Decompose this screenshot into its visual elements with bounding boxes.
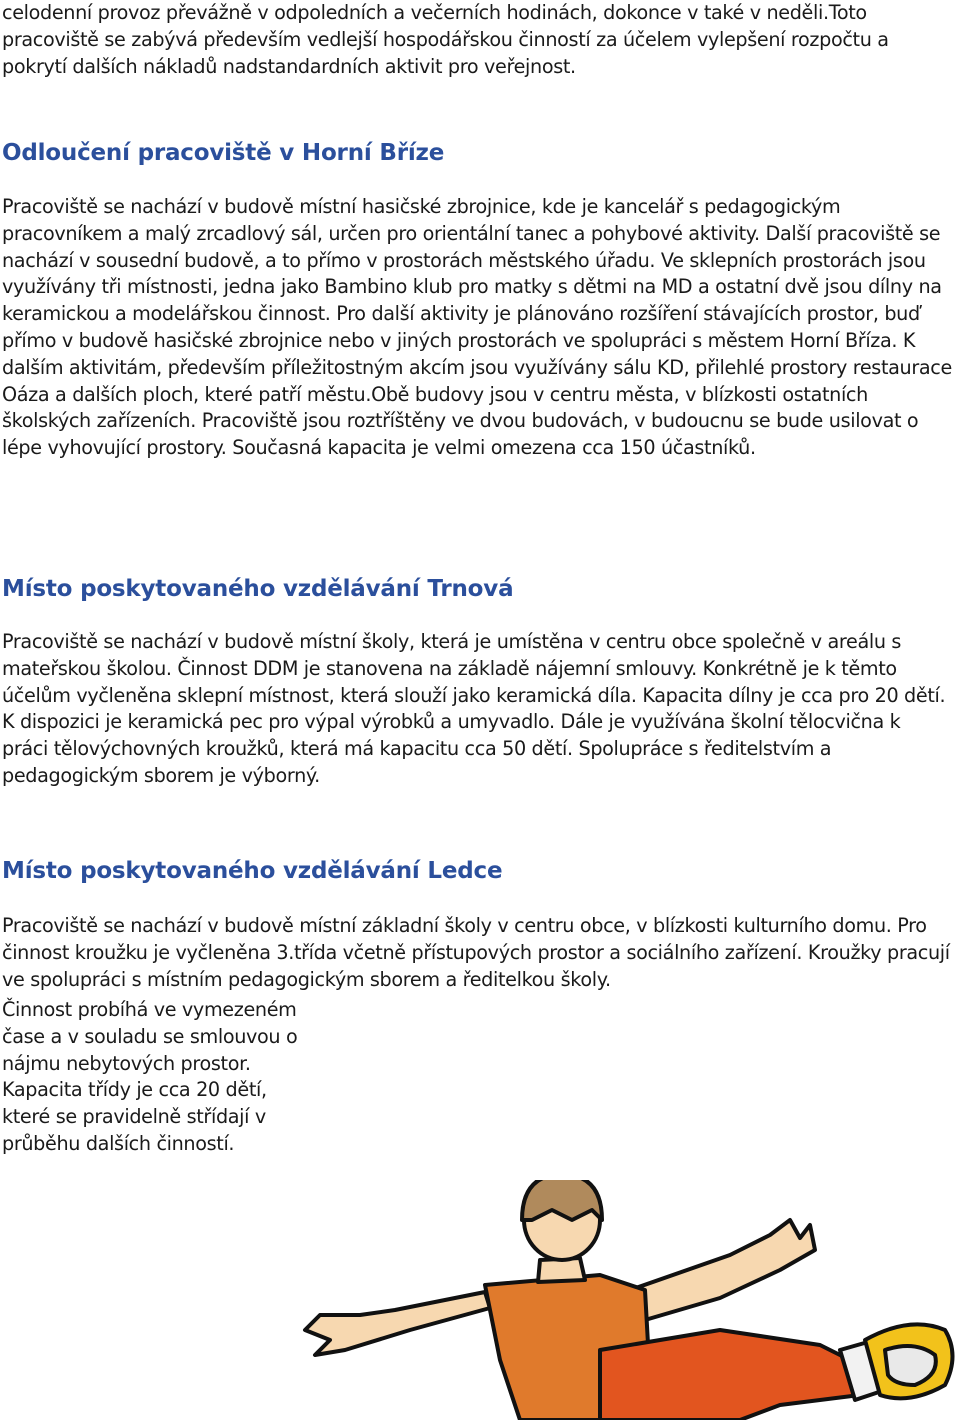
heading-horni-briza: Odloučení pracoviště v Horní Bříze (2, 140, 445, 166)
paragraph-trnova: Pracoviště se nachází v budově místní školy, která je umístěna v centru obce společně v areálu s mateřskou školou. Činnost DDM je stanovena na základě nájemní smlouvy. Konkrétně je k těmto účelům vyčleněna sklepní místnost, která slouží jako keramická díla. Kapacita dílny je cca pro 20 dětí. K dispozici je keramická pec pro výpal výrobků a umyvadlo. Dále je využívána školní tělocvična k práci tělovýchovných kroužků, která má kapacitu cca 50 dětí. Spolupráce s ředitelstvím a pedagogickým sborem je výborný. (2, 630, 946, 787)
paragraph-ledce-continued: Činnost probíhá ve vymezeném čase a v souladu se smlouvou o nájmu nebytových prostor. Kapacita třídy je cca 20 dětí, které se pravidelně střídají v průběhu dalších činností. (2, 998, 298, 1155)
paragraph-horni-briza: Pracoviště se nachází v budově místní hasičské zbrojnice, kde je kancelář s pedagogickým pracovníkem a malý zrcadlový sál, určen pro orientální tanec a pohybové aktivity. Další pracoviště se nachází v sousední budově, a to přímo v prostorách městského úřadu. Ve sklepních prostorách jsou využívány tři místnosti, jedna jako Bambino klub pro matky s dětmi na MD a ostatní dvě jsou dílny na keramickou a modelářskou činnost. Pro další aktivity je plánováno rozšíření stávajících prostor, buď přímo v budově hasičské zbrojnice nebo v jiných prostorách ve spolupráci s městem Horní Bříza. K dalším aktivitám, především příležitostným akcím jsou využívány sálu KD, přilehlé prostory restaurace Oáza a dalších ploch, které patří městu.Obě budovy jsou v centru města, v blízkosti ostatních školských zařízeních. Pracoviště jsou roztříštěny ve dvou budovách, v budoucnu se bude usilovat o lépe vyhovující prostory. Současná kapacita je velmi omezena cca 150 účastníků. (2, 195, 952, 460)
paragraph-ledce: Pracoviště se nachází v budově místní základní školy v centru obce, v blízkosti kulturního domu. Pro činnost kroužku je vyčleněna 3.třída včetně přístupových prostor a sociálního zařízení. Kroužky pracují ve spolupráci s místním pedagogickým sborem a ředitelkou školy. (2, 914, 950, 991)
cartoon-child-sitting-illustration (300, 1180, 960, 1420)
heading-trnova: Místo poskytovaného vzdělávání Trnová (2, 576, 514, 602)
intro-paragraph: celodenní provoz převážně v odpoledních a večerních hodinách, dokonce v také v neděli.Toto pracoviště se zabývá především vedlejší hospodářskou činností za účelem vylepšení rozpočtu a pokrytí dalších nákladů nadstandardních aktivit pro veřejnost. (2, 1, 889, 78)
heading-ledce: Místo poskytovaného vzdělávání Ledce (2, 858, 503, 884)
